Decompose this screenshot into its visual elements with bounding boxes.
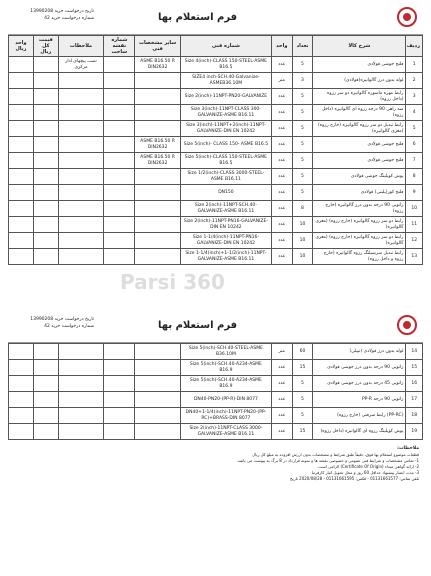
cell-notes — [58, 376, 104, 392]
cell-part-no: Size 2(inch)-11NPT-PN20-GALVANIZE — [180, 89, 271, 105]
cell-unit: عدد — [271, 121, 292, 137]
table-row — [9, 376, 423, 392]
request-meta-2 — [14, 316, 94, 330]
cell-part-no: Size 5(inch)- CLASS 150- ASME B16.5 — [180, 137, 271, 153]
cell-maker — [104, 392, 135, 408]
cell-part-no: Size 1-1/4(inch)-11NPT-PN16-GALVANIZE-DIN EN 10242 — [180, 233, 271, 249]
cell-qty: 5 — [292, 392, 313, 408]
cell-price — [33, 89, 58, 105]
cell-qty: 5 — [292, 121, 313, 137]
sheet-header — [8, 4, 423, 35]
cell-unit-price — [9, 153, 34, 169]
cell-maker — [104, 169, 135, 185]
cell-part-no: Size 2(inch)-11NPT-SCH.40-GALVANIZE-ASME B16.11 — [180, 201, 271, 217]
cell-maker — [104, 344, 135, 360]
cell-spec: ASME B16.50 R DIN2632 — [135, 153, 181, 169]
cell-unit-price — [9, 408, 34, 424]
cell-price — [33, 105, 58, 121]
cell-spec — [135, 344, 181, 360]
cell-notes — [58, 89, 104, 105]
cell-qty: 10 — [292, 249, 313, 265]
cell-item: پوش کوپلینگ جوشی فولادی — [313, 169, 406, 185]
cell-qty: 5 — [292, 153, 313, 169]
table-row — [9, 201, 423, 217]
table-row — [9, 392, 423, 408]
cell-spec: ASME B16.50 R DIN2632 — [135, 137, 181, 153]
cell-row: 19 — [406, 424, 423, 440]
cell-spec — [135, 105, 181, 121]
cell-unit: عدد — [271, 201, 292, 217]
cell-notes — [58, 392, 104, 408]
cell-item: (PP-RC) رابط سرفتی (خارج رزوه) — [313, 408, 406, 424]
note-line: 2- ارائه گواهی مبداء (Certificate Of Origin) الزامی است. — [317, 464, 419, 469]
cell-unit-price — [9, 137, 34, 153]
cell-unit-price — [9, 424, 34, 440]
cell-part-no: Size 5(inch)-CLASS 150-STEEL-ASME B16.5 — [180, 153, 271, 169]
cell-unit: عدد — [271, 217, 292, 233]
cell-qty: 5 — [292, 105, 313, 121]
cell-qty: 5 — [292, 408, 313, 424]
cell-notes — [58, 217, 104, 233]
cell-item: فلنج جوشی فولادی — [313, 153, 406, 169]
cell-unit: عدد — [271, 360, 292, 376]
cell-spec — [135, 424, 181, 440]
cell-spec — [135, 360, 181, 376]
cell-qty: 5 — [292, 89, 313, 105]
cell-price — [33, 201, 58, 217]
cell-notes — [58, 344, 104, 360]
cell-notes: نصب پیچهای ادار مرکزی — [58, 57, 104, 73]
cell-maker — [104, 57, 135, 73]
cell-spec — [135, 201, 181, 217]
cell-unit: متر — [271, 344, 292, 360]
cell-unit-price — [9, 201, 34, 217]
cell-spec — [135, 89, 181, 105]
table-row — [9, 249, 423, 265]
cell-item: لوله بدون درز گالوانیزه(فولادی) — [313, 73, 406, 89]
cell-unit: عدد — [271, 376, 292, 392]
cell-unit: عدد — [271, 233, 292, 249]
cell-unit: عدد — [271, 185, 292, 201]
cell-unit: عدد — [271, 424, 292, 440]
cell-maker — [104, 185, 135, 201]
cell-item: رابط دو سر رزوه گالوانیزه (خارج رزوه) (مغزی گالوانیزه) — [313, 217, 406, 233]
cell-part-no: Size 5(inch)-SCH.40-STEEL-ASME B36.10M — [180, 344, 271, 360]
cell-spec — [135, 233, 181, 249]
cell-price — [33, 57, 58, 73]
cell-spec — [135, 217, 181, 233]
cell-maker — [104, 376, 135, 392]
cell-part-no: Size 5(inch)-SCH.40-A234-ASME B16.9 — [180, 376, 271, 392]
table-row — [9, 185, 423, 201]
cell-part-no: Size 4(inch)-CLASS 150-STEEL-ASME B16.5 — [180, 57, 271, 73]
cell-notes — [58, 408, 104, 424]
cell-notes — [58, 73, 104, 89]
cell-qty: 5 — [292, 376, 313, 392]
notes-section — [8, 446, 423, 482]
cell-unit-price — [9, 233, 34, 249]
cell-unit-price — [9, 169, 34, 185]
cell-price — [33, 360, 58, 376]
col-price: قیمت کل ریال — [33, 36, 58, 57]
cell-qty: 8 — [292, 201, 313, 217]
cell-item: زانویی 90 درجه بدون درز جوشی فولادی — [313, 360, 406, 376]
cell-row: 16 — [406, 376, 423, 392]
cell-price — [33, 153, 58, 169]
col-spec: سایر مشخصات فنی — [135, 36, 181, 57]
cell-qty: 10 — [292, 233, 313, 249]
col-maker: شماره نقشه ساخت — [104, 36, 135, 57]
cell-part-no: Size 5(inch)-SCH.40-A234-ASME B16.9 — [180, 360, 271, 376]
items-table-2 — [8, 343, 423, 440]
cell-maker — [104, 121, 135, 137]
col-item: شرح کالا — [313, 36, 406, 57]
cell-item: سه راهی 90 درجه رزوه ای گالوانیزه (داخل رزوه) — [313, 105, 406, 121]
cell-row: 9 — [406, 185, 423, 201]
cell-price — [33, 121, 58, 137]
cell-price — [33, 376, 58, 392]
cell-notes — [58, 169, 104, 185]
cell-qty: 3 — [292, 73, 313, 89]
items-table-1 — [8, 35, 423, 265]
cell-unit: عدد — [271, 392, 292, 408]
cell-maker — [104, 408, 135, 424]
request-date: تاریخ درخواست خرید 13990208 — [30, 9, 94, 14]
cell-row: 4 — [406, 105, 423, 121]
cell-unit: عدد — [271, 169, 292, 185]
cell-item: پوش کوپلینگ رزوه ای گالوانیزه (داخل رزوه) — [313, 424, 406, 440]
cell-row: 5 — [406, 121, 423, 137]
cell-row: 10 — [406, 201, 423, 217]
cell-price — [33, 217, 58, 233]
cell-unit: عدد — [271, 57, 292, 73]
cell-notes — [58, 105, 104, 121]
cell-price — [33, 137, 58, 153]
cell-row: 7 — [406, 153, 423, 169]
table-row — [9, 137, 423, 153]
cell-item: رابط دو سر رزوه گالوانیزه (خارج رزوه) (مغزی گالوانیزه) — [313, 233, 406, 249]
table-row — [9, 360, 423, 376]
cell-qty: 10 — [292, 217, 313, 233]
cell-maker — [104, 360, 135, 376]
cell-part-no: Size 2(inch)-11NPT-PN16-GALVANIZE-DIN EN 10242 — [180, 217, 271, 233]
cell-price — [33, 185, 58, 201]
cell-row: 18 — [406, 408, 423, 424]
cell-row: 2 — [406, 73, 423, 89]
cell-unit: عدد — [271, 153, 292, 169]
table-row — [9, 105, 423, 121]
cell-notes — [58, 360, 104, 376]
col-qty: تعداد — [292, 36, 313, 57]
cell-unit-price — [9, 217, 34, 233]
cell-item: فلنج جوشی فولادی — [313, 57, 406, 73]
sheet-header-2 — [8, 312, 423, 343]
cell-price — [33, 424, 58, 440]
table-row — [9, 424, 423, 440]
cell-row: 15 — [406, 360, 423, 376]
cell-unit: عدد — [271, 249, 292, 265]
cell-spec — [135, 73, 181, 89]
cell-price — [33, 392, 58, 408]
cell-unit-price — [9, 376, 34, 392]
cell-notes — [58, 137, 104, 153]
cell-maker — [104, 153, 135, 169]
cell-notes — [58, 121, 104, 137]
cell-price — [33, 233, 58, 249]
cell-qty: 5 — [292, 185, 313, 201]
table-row — [9, 169, 423, 185]
cell-item: زانویی 90 درجه PP-R — [313, 392, 406, 408]
cell-notes — [58, 233, 104, 249]
cell-qty: 15 — [292, 424, 313, 440]
cell-part-no: Size 2(inch)-11NPT-CLASS 3000-GALVANIZE-ASME B16.11 — [180, 424, 271, 440]
cell-row: 8 — [406, 169, 423, 185]
cell-price — [33, 73, 58, 89]
cell-maker — [104, 233, 135, 249]
request-date: تاریخ درخواست خرید 13990208 — [30, 317, 94, 322]
company-logo-icon — [397, 315, 417, 335]
table-header-row — [9, 36, 423, 57]
cell-spec — [135, 392, 181, 408]
table-row — [9, 121, 423, 137]
cell-row: 1 — [406, 57, 423, 73]
cell-item: لوله بدون درز فولادی (نیپلی) — [313, 344, 406, 360]
cell-maker — [104, 424, 135, 440]
cell-notes — [58, 249, 104, 265]
col-row: ردیف — [406, 36, 423, 57]
cell-part-no: Size 3(inch)-11NPT-CLASS 300-GALVANIZE-ASME B16.11 — [180, 105, 271, 121]
request-number: شماره درخواست خرید 42 — [44, 324, 94, 329]
cell-spec — [135, 185, 181, 201]
note-line: تلفن تماس: 01131661577 - فکس: 01131661595 - 2020/08/28 تاریخ — [289, 476, 419, 481]
cell-maker — [104, 249, 135, 265]
cell-unit: عدد — [271, 105, 292, 121]
request-meta — [14, 8, 94, 22]
cell-unit: عدد — [271, 408, 292, 424]
cell-notes — [58, 424, 104, 440]
cell-row: 12 — [406, 233, 423, 249]
form-title-2: فرم استعلام بها — [158, 320, 238, 331]
cell-maker — [104, 73, 135, 89]
table-row — [9, 408, 423, 424]
table-row — [9, 57, 423, 73]
cell-qty: 5 — [292, 169, 313, 185]
cell-qty: 5 — [292, 57, 313, 73]
table-row — [9, 153, 423, 169]
note-line: 3- مدت اعتبار پیشنهاد حداقل 60 روز و محل تحویل انبار کارفرما — [311, 470, 419, 475]
table-row — [9, 344, 423, 360]
cell-notes — [58, 185, 104, 201]
cell-row: 11 — [406, 217, 423, 233]
cell-unit-price — [9, 392, 34, 408]
cell-unit-price — [9, 121, 34, 137]
cell-spec — [135, 376, 181, 392]
cell-row: 6 — [406, 137, 423, 153]
cell-part-no: DN40-PN20-(PP-R)-DIN 8077 — [180, 392, 271, 408]
cell-unit-price — [9, 344, 34, 360]
cell-unit-price — [9, 185, 34, 201]
cell-notes — [58, 201, 104, 217]
table-row — [9, 73, 423, 89]
cell-part-no: DN40+1-1/4(inch)-11NPT-PN20-(PP-RC)+BRASS-DIN 8077 — [180, 408, 271, 424]
inquiry-sheet-2 — [8, 312, 423, 482]
note-line: قطعات موضوع استعلام بها فوق، دقیقاً طبق شرایط و مشخصات بدون ارزش افزوده به مبلغ کل ریال — [252, 452, 419, 457]
cell-spec — [135, 121, 181, 137]
company-logo-icon — [397, 7, 417, 27]
cell-price — [33, 408, 58, 424]
cell-maker — [104, 137, 135, 153]
cell-unit-price — [9, 73, 34, 89]
cell-row: 14 — [406, 344, 423, 360]
cell-item: فلنج جوشی فولادی — [313, 137, 406, 153]
cell-item: رابط تبدیل سرشیلنگ رزوه گالوانیزه (خارج رزوه و داخل رزوه) — [313, 249, 406, 265]
cell-unit: عدد — [271, 89, 292, 105]
cell-maker — [104, 201, 135, 217]
cell-row: 13 — [406, 249, 423, 265]
cell-item: فلنج کور(پلیتی) فولادی — [313, 185, 406, 201]
cell-unit: متر — [271, 73, 292, 89]
cell-part-no: DN150 — [180, 185, 271, 201]
cell-price — [33, 249, 58, 265]
table-row — [9, 233, 423, 249]
cell-spec — [135, 408, 181, 424]
cell-price — [33, 344, 58, 360]
cell-unit-price — [9, 360, 34, 376]
cell-spec — [135, 249, 181, 265]
cell-item: زانویی 45 درجه بدون درز جوشی فولادی — [313, 376, 406, 392]
table-row — [9, 217, 423, 233]
cell-spec: ASME B16.50 R DIN2632 — [135, 57, 181, 73]
col-unit-price: واحد ریال — [9, 36, 34, 57]
col-part-no: شماره فنی — [180, 36, 271, 57]
notes-heading: ملاحظات: — [397, 446, 419, 451]
cell-qty: 15 — [292, 360, 313, 376]
cell-maker — [104, 105, 135, 121]
cell-unit-price — [9, 89, 34, 105]
col-unit: واحد — [271, 36, 292, 57]
request-number: شماره درخواست خرید 42 — [44, 16, 94, 21]
cell-part-no: SIZE4 inch-SCH.40-Galvanize-ASMEB36.10M — [180, 73, 271, 89]
cell-spec — [135, 169, 181, 185]
cell-part-no: Size 3(inch)-11NPT+2(inch)-11NPT-GALVANIZE-DIN EN 10242 — [180, 121, 271, 137]
note-line: 1- تمامی مشخصات و شرایط فنی عمومی و خصوصی نقشه ها و نمونه قرارداد در 8 برگ به پیوست می باشد. — [236, 458, 419, 463]
cell-unit-price — [9, 105, 34, 121]
watermark: Parsi 360 — [120, 270, 225, 294]
cell-item: زانویی 90 درجه بدون درز گالوانیزه (خارج رزوه) — [313, 201, 406, 217]
cell-notes — [58, 153, 104, 169]
col-notes: ملاحظات — [58, 36, 104, 57]
cell-part-no: Size 1/2(inch)-CLASS 3000-STEEL-ASME B16.11 — [180, 169, 271, 185]
cell-unit: عدد — [271, 137, 292, 153]
form-title: فرم استعلام بها — [158, 12, 238, 23]
inquiry-sheet-1 — [8, 4, 423, 265]
cell-part-no: Size 1-1/4(inch)+1-1/2(inch)-11NPT-GALVANIZE-ASME B16.11 — [180, 249, 271, 265]
cell-unit-price — [9, 249, 34, 265]
cell-item: رابط مهره ماسوره گالوانیزه دو سر رزوه (داخل رزوه) — [313, 89, 406, 105]
cell-maker — [104, 217, 135, 233]
table-row — [9, 89, 423, 105]
cell-unit-price — [9, 57, 34, 73]
cell-price — [33, 169, 58, 185]
cell-qty: 5 — [292, 137, 313, 153]
cell-qty: 60 — [292, 344, 313, 360]
cell-row: 17 — [406, 392, 423, 408]
cell-row: 3 — [406, 89, 423, 105]
cell-item: رابط تبدیل دو سر رزوه گالوانیزه (خارج رزوه) (مغزی گالوانیزه) — [313, 121, 406, 137]
cell-maker — [104, 89, 135, 105]
